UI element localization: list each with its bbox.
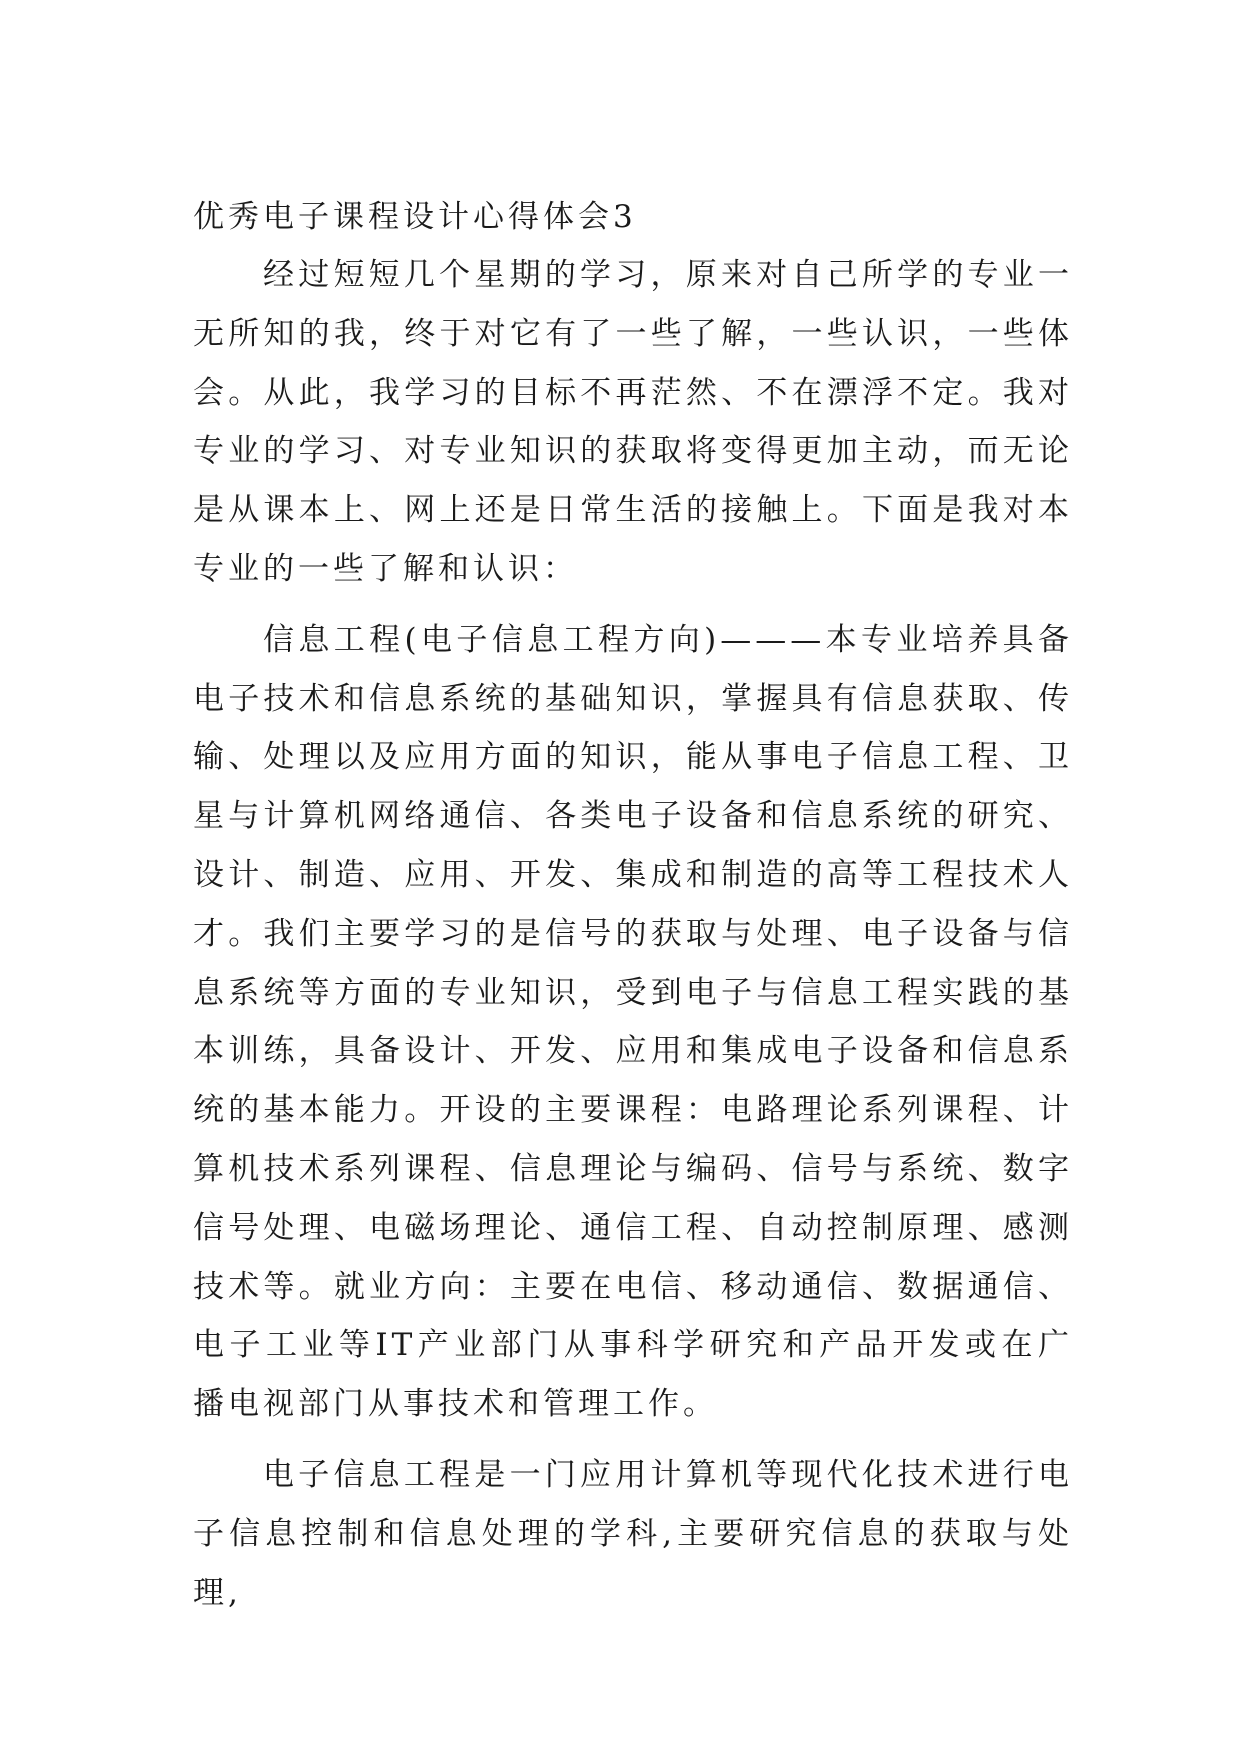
paragraph-2: 信息工程(电子信息工程方向)———本专业培养具备电子技术和信息系统的基础知识，掌握具有信息获取、传输、处理以及应用方面的知识，能从事电子信息工程、卫星与计算机网络通信、各类电子设备和信息系统的研究、设计、制造、应用、开发、集成和制造的高等工程技术人才。我们主要学习的是信号的获取与处理、电子设备与信息系统等方面的专业知识，受到电子与信息工程实践的基本训练，具备设计、开发、应用和集成电子设备和信息系统的基本能力。开设的主要课程：电路理论系列课程、计算机技术系列课程、信息理论与编码、信号与系统、数字信号处理、电磁场理论、通信工程、自动控制原理、感测技术等。就业方向：主要在电信、移动通信、数据通信、电子工业等IT产业部门从事科学研究和产品开发或在广播电视部门从事技术和管理工作。 [193,621,1073,1423]
paragraph-3: 电子信息工程是一门应用计算机等现代化技术进行电子信息控制和信息处理的学科,主要研究信息的获取与处理, [193,1456,1073,1611]
document-title: 优秀电子课程设计心得体会3 [193,199,637,235]
document-body [193,188,1073,1622]
paragraph-1: 经过短短几个星期的学习，原来对自己所学的专业一无所知的我，终于对它有了一些了解，一些认识，一些体会。从此，我学习的目标不再茫然、不在漂浮不定。我对专业的学习、对专业知识的获取将变得更加主动，而无论是从课本上、网上还是日常生活的接触上。下面是我对本专业的一些了解和认识： [193,257,1073,587]
